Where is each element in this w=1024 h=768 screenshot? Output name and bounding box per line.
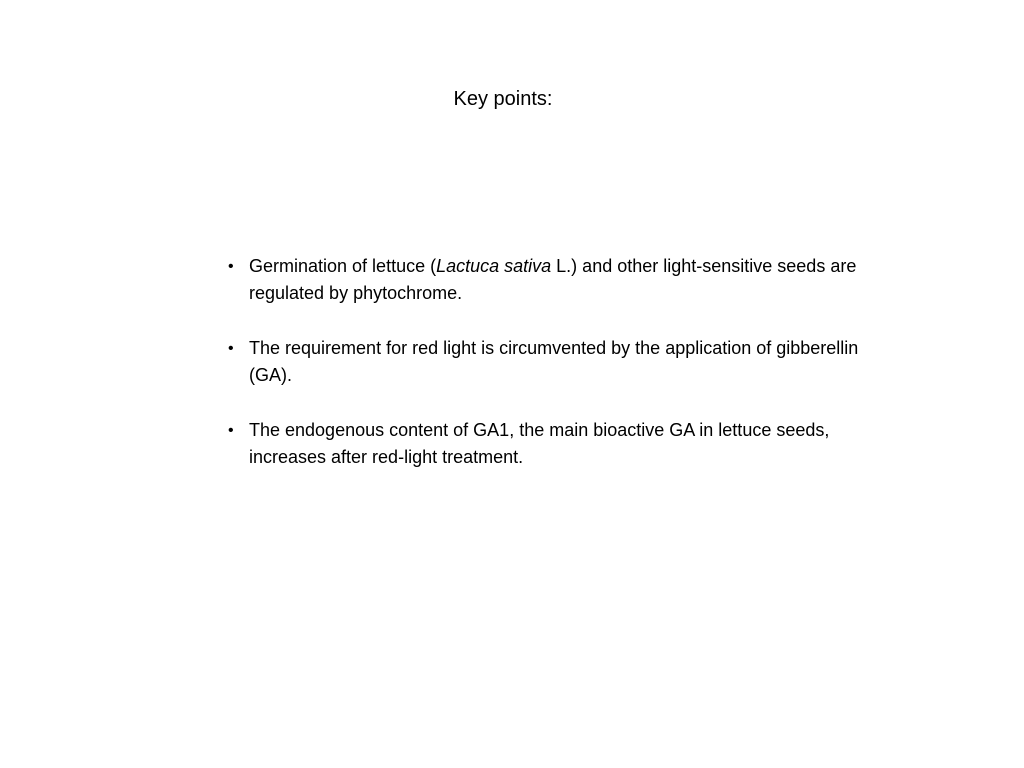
species-name: Lactuca sativa [436, 256, 552, 276]
slide-title: Key points: [453, 88, 553, 110]
bullet-icon: • [228, 258, 234, 275]
bullet-item-germination [228, 253, 888, 307]
bullet-item-red-light [228, 335, 888, 389]
bullet-text-part: L.) and other light-sensitive seeds are regulated by phytochrome. [249, 256, 857, 303]
bullet-icon: • [228, 340, 234, 357]
bullet-item-ga1-content [228, 417, 888, 471]
bullet-text-part: Germination of lettuce ( [249, 256, 437, 276]
bullet-icon: • [228, 422, 234, 439]
bullet-text-red-light: The requirement for red light is circumvented by the application of gibberellin (GA). [249, 338, 859, 385]
bullet-text-ga1-content: The endogenous content of GA1, the main bioactive GA in lettuce seeds, increases after red-light treatment. [249, 420, 830, 467]
bullet-text-germination [249, 256, 856, 303]
bullet-list [228, 253, 888, 499]
